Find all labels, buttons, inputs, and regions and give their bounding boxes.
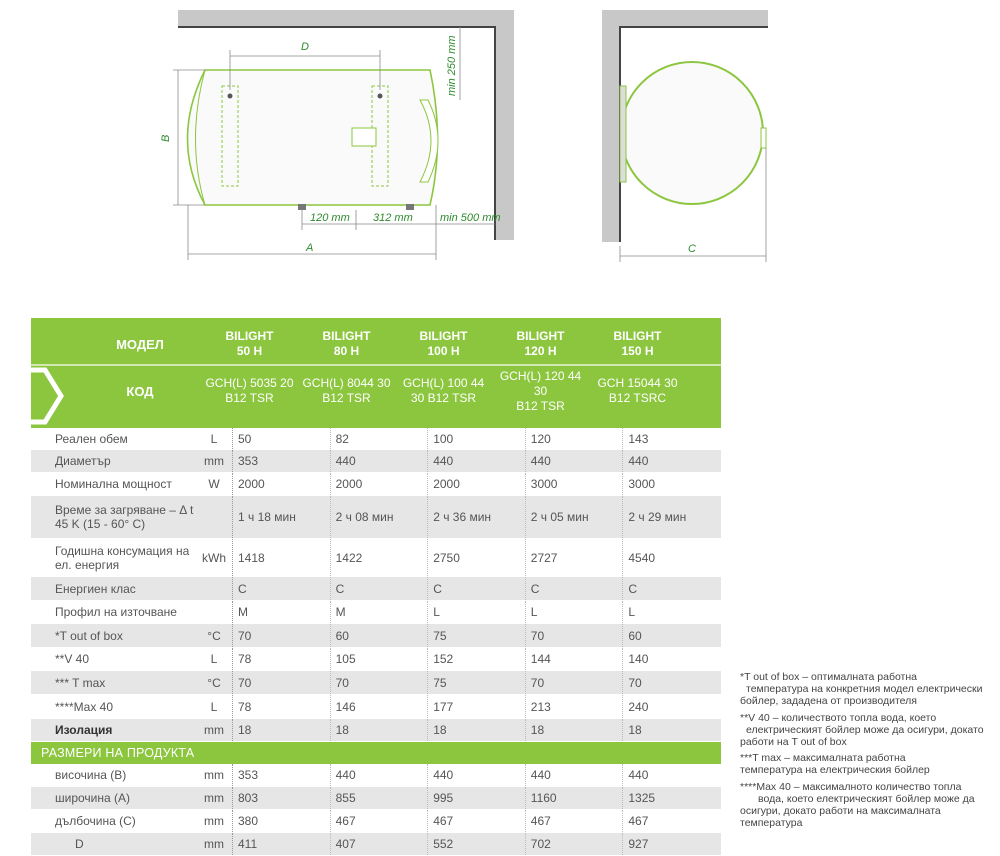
model-name: BILIGHT 100 H (419, 329, 468, 358)
table-cell: 440 (331, 450, 429, 472)
table-cell: 70 (331, 671, 429, 694)
side-back-wall (602, 27, 620, 242)
row-label: Време за загряване – Δ t 45 K (15 - 60° C) (55, 503, 194, 531)
row-unit: mm (196, 787, 233, 809)
dim-120: 120 mm (310, 212, 350, 224)
table-cell: 440 (331, 764, 429, 786)
ceiling-wall (178, 10, 514, 27)
table-cell: 440 (526, 450, 624, 472)
footnote: **V 40 – количеството топла вода, което електрическият бойлер може да осигури, докато работи на T out of box (740, 711, 984, 749)
tank-circle (621, 62, 763, 204)
row-label: D (75, 837, 84, 851)
label-plate (352, 128, 376, 146)
table-cell: C (331, 577, 429, 600)
model-name: BILIGHT 150 H (613, 329, 662, 358)
table-cell: C (233, 577, 331, 600)
front-view (160, 10, 514, 260)
table-cell: 702 (526, 833, 624, 855)
dim-label-c: C (688, 243, 696, 255)
row-label: Диаметър (55, 454, 111, 468)
table-cell: 3000 (526, 473, 624, 495)
table-cell: 70 (526, 624, 624, 647)
dim-label-b: B (160, 134, 172, 142)
table-cell: C (628, 581, 638, 596)
table-cell: M (331, 601, 429, 623)
table-row (31, 601, 721, 624)
footnote: *T out of box – оптималната работна температура на конкретния модел електрически бойлер, зададена от производителя (740, 671, 983, 708)
table-cell: 440 (428, 764, 526, 786)
table-cell: M (233, 601, 331, 623)
dim-min-side: min 500 mm (440, 212, 501, 224)
row-label: Профил на източване (55, 605, 177, 619)
dimension-rows (31, 764, 721, 856)
table-cell: 4540 (628, 550, 656, 565)
table-cell: 78 (233, 648, 331, 670)
table-cell: 240 (628, 699, 649, 714)
table-cell: 2727 (526, 539, 624, 576)
code-row (31, 368, 721, 413)
table-cell: 120 (526, 428, 624, 449)
row-label: Енергиен клас (55, 581, 136, 596)
row-unit: mm (196, 764, 233, 786)
pipe-left (298, 204, 306, 210)
table-cell: 552 (428, 833, 526, 855)
side-wall (495, 10, 514, 240)
side-ceiling (602, 10, 768, 27)
table-cell: 18 (526, 719, 624, 741)
row-label: ****Max 40 (55, 699, 114, 714)
table-cell: 2750 (428, 539, 526, 576)
table-cell: 60 (331, 624, 429, 647)
model-code: GCH(L) 5035 20 B12 TSR (205, 376, 294, 405)
table-row (31, 496, 721, 539)
dim-label-d: D (301, 41, 309, 53)
table-cell: 18 (628, 723, 642, 737)
model-name: BILIGHT 50 H (225, 329, 274, 358)
table-cell: 2000 (428, 473, 526, 495)
row-unit (196, 496, 233, 538)
section-dimensions: РАЗМЕРИ НА ПРОДУКТА (31, 742, 721, 764)
table-cell: 152 (428, 648, 526, 670)
footnote: ****Max 40 – максималното количество топла вода, което електрическият бойлер може да осигури, докато работи на максималната температура (740, 780, 975, 830)
row-label: Изолация (55, 723, 113, 737)
dim-min-top: min 250 mm (446, 35, 458, 96)
table-cell: 18 (233, 719, 331, 741)
table-cell: L (428, 601, 526, 623)
table-cell: 3000 (628, 477, 656, 491)
table-cell: 2 ч 36 мин (428, 496, 526, 538)
row-label: Годишна консумация на ел. енергия (55, 543, 190, 572)
table-cell: 50 (233, 428, 331, 449)
table-cell: 60 (628, 628, 642, 643)
model-code: GCH(L) 120 44 30 B12 TSR (499, 368, 582, 413)
table-cell: L (526, 601, 624, 623)
table-cell: 18 (331, 719, 429, 741)
table-cell: 105 (331, 648, 429, 670)
footnote: ***T max – максималната работна температура на електрическия бойлер (740, 752, 930, 777)
model-row (31, 326, 721, 362)
code-label: КОД (126, 383, 154, 399)
table-cell: 803 (233, 787, 331, 809)
table-row (31, 833, 721, 856)
table-cell: 177 (428, 695, 526, 718)
table-cell: 70 (233, 671, 331, 694)
table-row (31, 539, 721, 577)
row-unit: L (196, 428, 233, 449)
table-row (31, 648, 721, 671)
table-cell: 855 (331, 787, 429, 809)
row-label: Реален обем (55, 431, 128, 446)
table-cell: 440 (628, 454, 649, 468)
table-cell: 411 (233, 833, 331, 855)
model-name: BILIGHT 80 H (322, 329, 371, 358)
dim-312: 312 mm (373, 212, 413, 224)
row-unit: °C (196, 624, 233, 647)
table-cell: 70 (628, 675, 642, 690)
table-cell: 144 (526, 648, 624, 670)
table-cell: 1325 (628, 791, 656, 805)
table-cell: 467 (628, 814, 649, 828)
spec-rows (31, 428, 721, 742)
table-cell: 2 ч 29 мин (628, 510, 687, 524)
table-cell: 353 (233, 450, 331, 472)
table-cell: 1422 (331, 539, 429, 576)
model-code: GCH(L) 100 44 30 B12 TSR (402, 376, 485, 405)
table-row (31, 810, 721, 833)
table-cell: 995 (428, 787, 526, 809)
table-cell: 2000 (233, 473, 331, 495)
row-unit: L (196, 648, 233, 670)
table-cell: 353 (233, 764, 331, 786)
table-cell: 407 (331, 833, 429, 855)
table-cell: 143 (628, 431, 649, 446)
table-row (31, 764, 721, 787)
row-label: широчина (A) (55, 791, 130, 805)
row-label: *T out of box (55, 628, 123, 643)
table-row (31, 695, 721, 719)
table-cell: 380 (233, 810, 331, 832)
table-cell: 2 ч 08 мин (331, 496, 429, 538)
table-cell: 82 (331, 428, 429, 449)
row-label: *** T max (55, 675, 106, 690)
table-cell: 100 (428, 428, 526, 449)
table-cell: 70 (526, 671, 624, 694)
model-name: BILIGHT 120 H (516, 329, 565, 358)
pipe-right (406, 204, 414, 210)
table-cell: 75 (428, 624, 526, 647)
table-header (31, 318, 721, 428)
row-label: Номинална мощност (55, 477, 172, 491)
spec-table (31, 318, 721, 856)
row-unit (196, 601, 233, 623)
table-cell: 75 (428, 671, 526, 694)
row-unit: W (196, 473, 233, 495)
table-cell: 146 (331, 695, 429, 718)
model-label: МОДЕЛ (116, 336, 164, 352)
table-row (31, 473, 721, 496)
table-cell: 1160 (526, 787, 624, 809)
row-unit: kWh (196, 539, 233, 576)
table-cell: 2 ч 05 мин (526, 496, 624, 538)
table-cell: 2000 (331, 473, 429, 495)
table-cell: 927 (628, 837, 649, 851)
tank-body (188, 70, 438, 205)
table-cell: 78 (233, 695, 331, 718)
table-row (31, 577, 721, 601)
table-cell: 1418 (233, 539, 331, 576)
table-cell: 440 (428, 450, 526, 472)
row-unit: mm (196, 719, 233, 741)
footnotes (740, 671, 995, 833)
table-cell: 70 (233, 624, 331, 647)
row-unit: mm (196, 833, 233, 855)
model-code: GCH(L) 8044 30 B12 TSR (302, 376, 391, 405)
side-view (602, 10, 768, 262)
table-cell: 467 (331, 810, 429, 832)
table-cell: 467 (428, 810, 526, 832)
table-cell: 467 (526, 810, 624, 832)
row-label: височина (B) (55, 768, 127, 782)
row-unit: L (196, 695, 233, 718)
table-cell: 1 ч 18 мин (233, 496, 331, 538)
dim-label-a: A (306, 242, 314, 254)
row-label: **V 40 (55, 652, 90, 666)
table-row (31, 624, 721, 648)
table-cell: L (628, 605, 636, 619)
table-cell: 440 (628, 768, 649, 782)
table-row (31, 719, 721, 742)
table-row (31, 450, 721, 473)
table-cell: 140 (628, 652, 649, 666)
table-cell: 18 (428, 719, 526, 741)
row-unit: mm (196, 810, 233, 832)
table-row (31, 671, 721, 695)
row-unit (196, 577, 233, 600)
row-label: дълбочина (C) (55, 814, 136, 828)
technical-drawing (0, 0, 1000, 300)
table-row (31, 787, 721, 810)
table-row (31, 428, 721, 450)
table-cell: 213 (526, 695, 624, 718)
table-cell: C (428, 577, 526, 600)
row-unit: mm (196, 450, 233, 472)
table-cell: C (526, 577, 624, 600)
row-unit: °C (196, 671, 233, 694)
table-cell: 440 (526, 764, 624, 786)
model-code: GCH 15044 30 B12 TSRC (597, 376, 678, 405)
